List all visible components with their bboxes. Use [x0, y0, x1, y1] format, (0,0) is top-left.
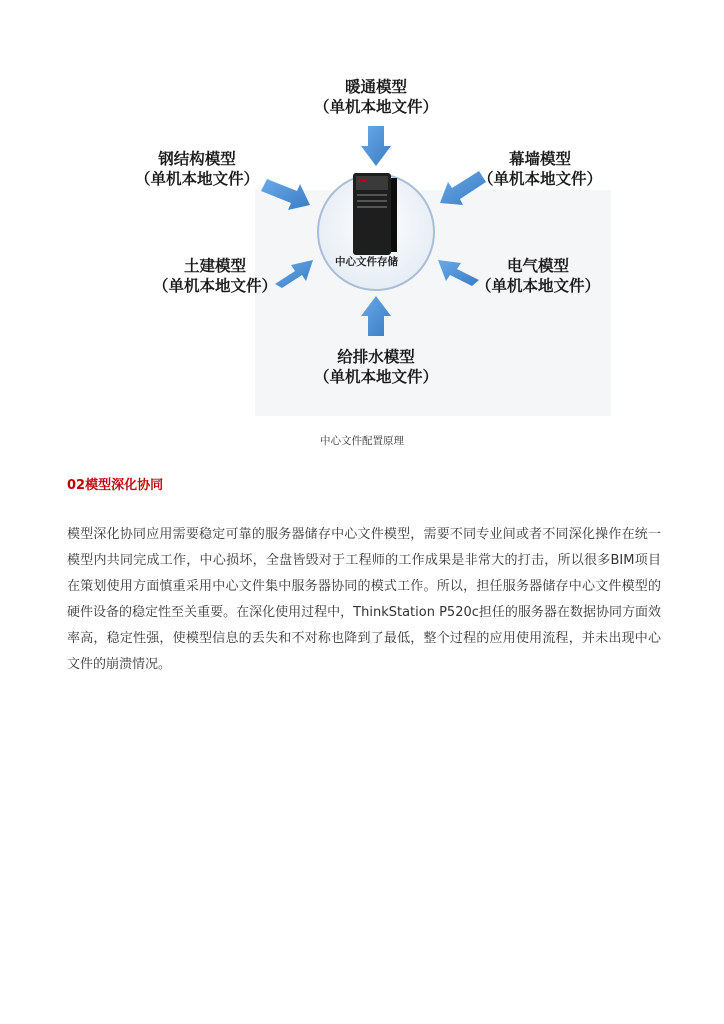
collaboration-diagram: [125, 70, 615, 420]
center-storage-label: 中心文件存储: [335, 256, 398, 268]
node-plumbing-title: 给排水模型: [337, 347, 415, 366]
node-plumbing: [306, 347, 446, 387]
node-civil-title: 土建模型: [183, 256, 246, 275]
node-curtain-wall-subtitle: （单机本地文件）: [477, 169, 602, 188]
section-heading: 02模型深化协同: [67, 478, 164, 493]
node-hvac-title: 暖通模型: [344, 77, 407, 96]
node-civil-subtitle: （单机本地文件）: [152, 276, 277, 295]
node-curtain-wall-title: 幕墙模型: [508, 149, 571, 168]
node-electrical: [468, 256, 608, 296]
node-civil: [145, 256, 285, 296]
node-hvac: [306, 77, 446, 117]
node-steel-structure: [135, 149, 259, 189]
node-electrical-subtitle: （单机本地文件）: [475, 276, 600, 295]
node-plumbing-subtitle: （单机本地文件）: [313, 367, 438, 386]
node-hvac-subtitle: （单机本地文件）: [313, 97, 438, 116]
workstation-icon: [353, 173, 397, 255]
node-steel-structure-subtitle: （单机本地文件）: [135, 169, 260, 188]
section-paragraph: 模型深化协同应用需要稳定可靠的服务器储存中心文件模型，需要不同专业间或者不同深化操作在统一模型内共同完成工作，中心损坏，全盘皆毁对于工程师的工作成果是非常大的打击，所以很多BIM项目在策划使用方面慎重采用中心文件集中服务器协同的模式工作。所以，担任服务器储存中心文件模型的硬件设备的稳定性至关重要。在深化使用过程中，ThinkStation P520c担任的服务器在数据协同方面效率高，稳定性强，使模型信息的丢失和不对称也降到了最低，整个过程的应用使用流程，并未出现中心文件的崩溃情况。: [67, 527, 661, 672]
figure-caption: 中心文件配置原理: [320, 435, 404, 447]
arrow-top: [361, 126, 391, 166]
node-curtain-wall: [470, 149, 610, 189]
node-electrical-title: 电气模型: [506, 256, 569, 275]
node-steel-structure-title: 钢结构模型: [158, 149, 236, 168]
